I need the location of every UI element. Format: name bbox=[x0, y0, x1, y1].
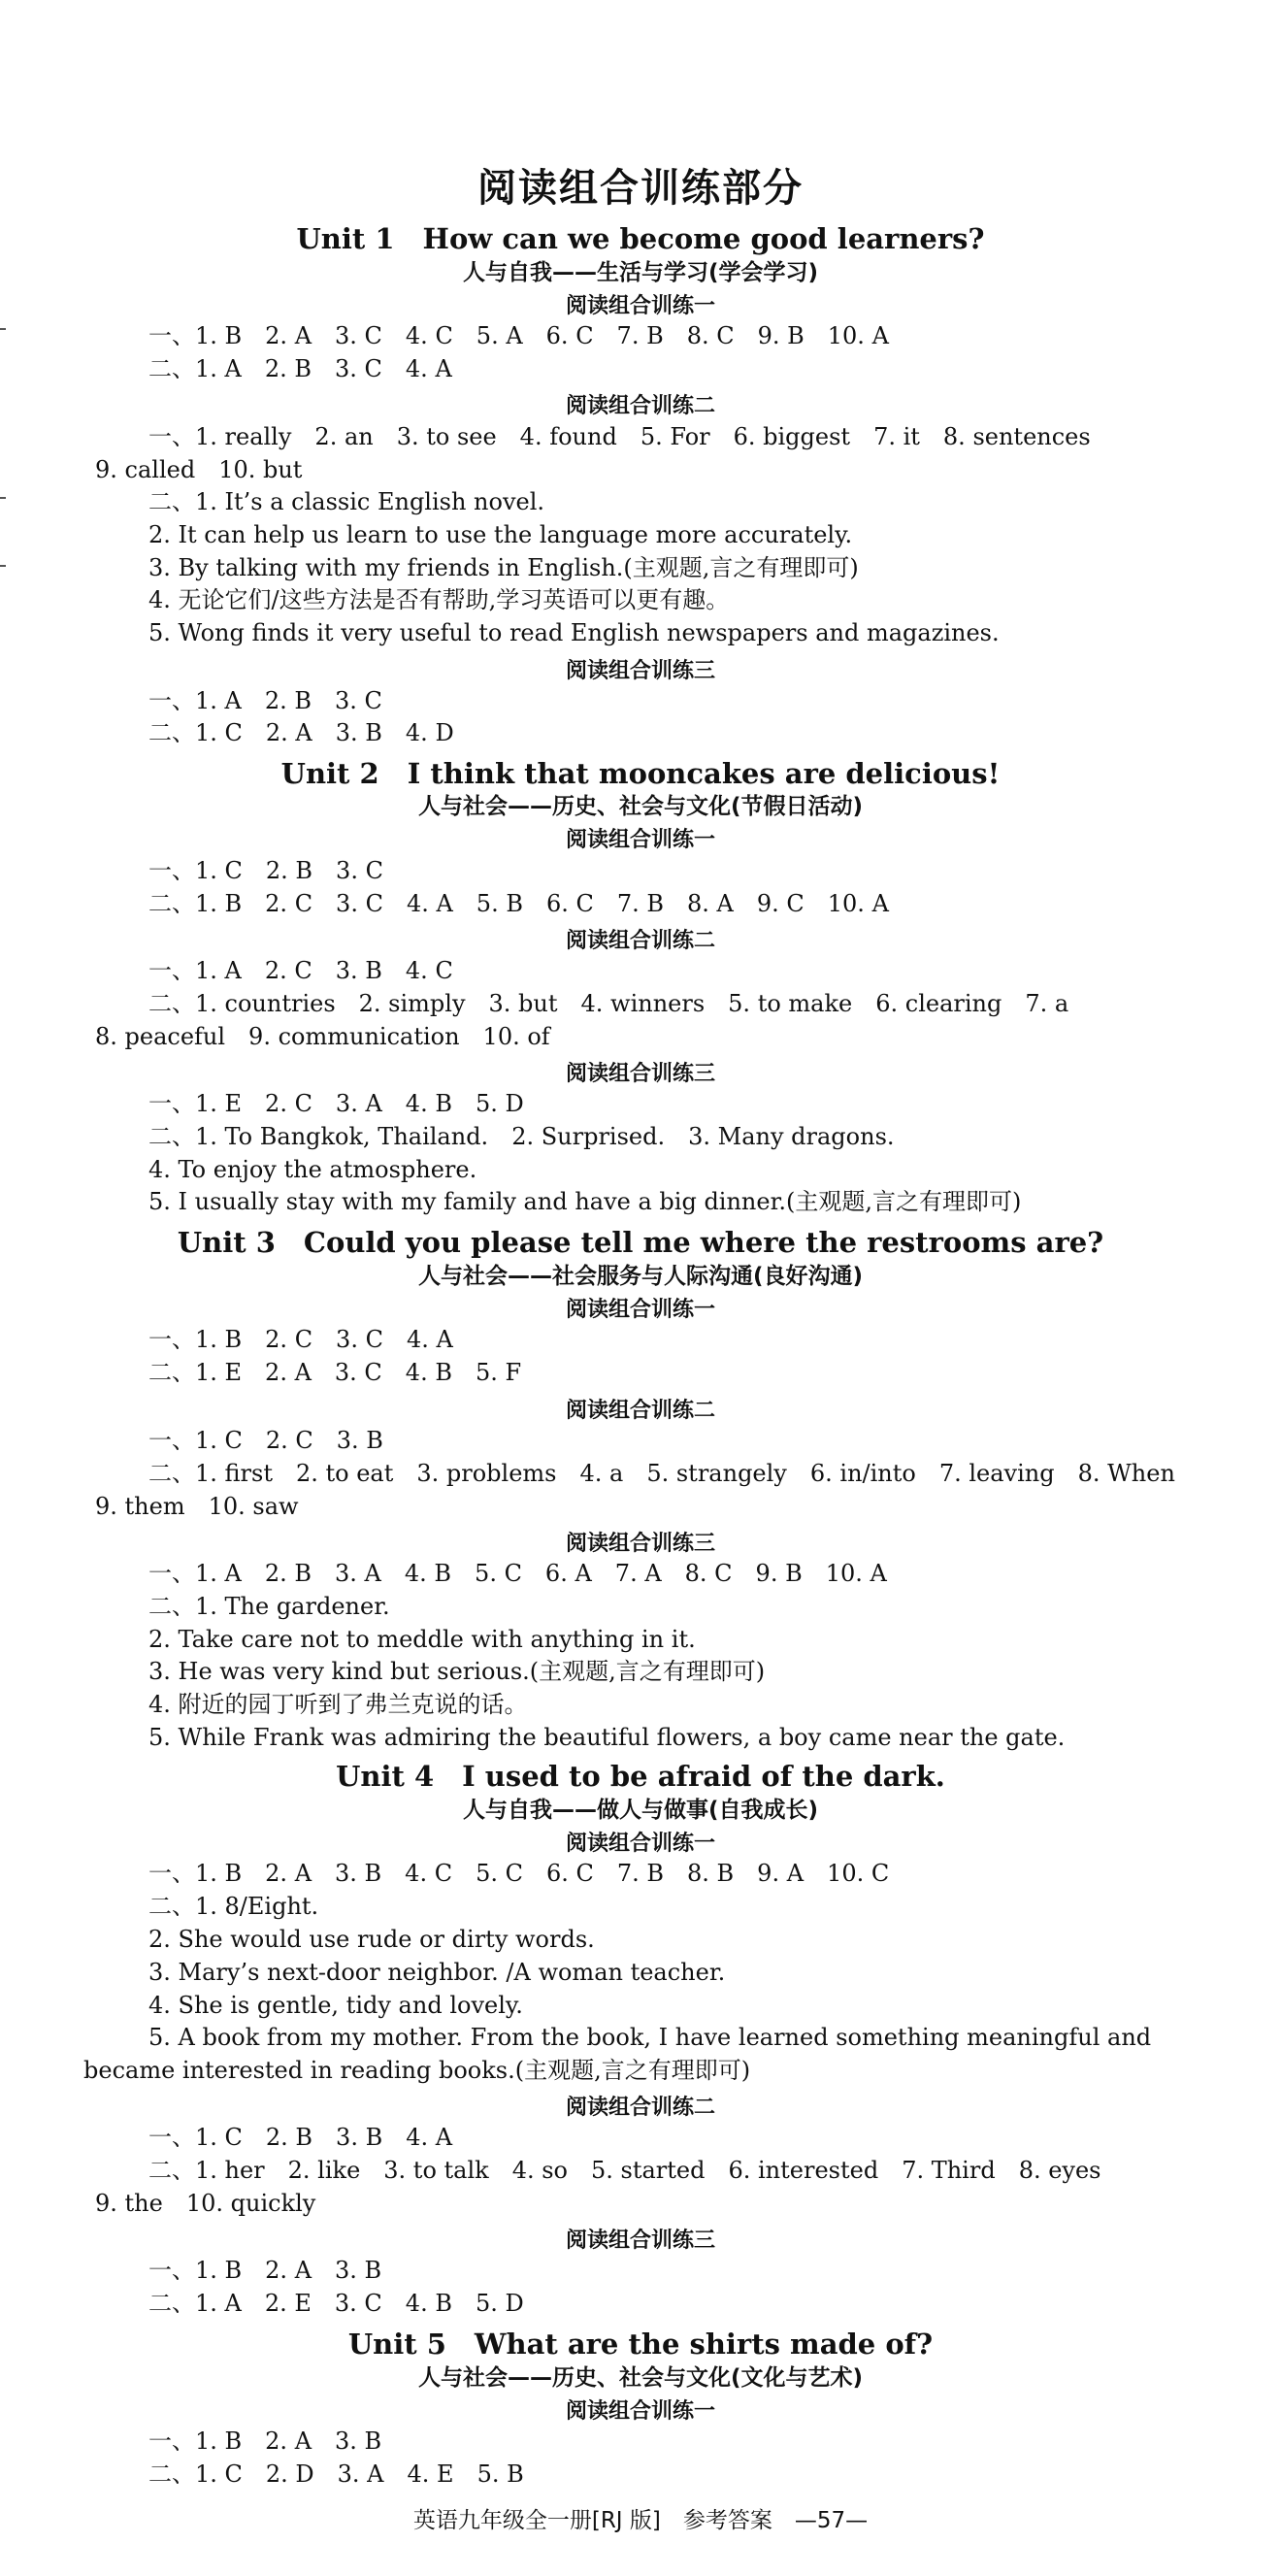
unit-theme: 人与社会——历史、社会与文化(文化与艺术) bbox=[417, 2365, 864, 2391]
section-heading: 阅读组合训练一 bbox=[565, 294, 715, 318]
answer-line: 4. She is gentle, tidy and lovely. bbox=[148, 1992, 523, 2019]
answer-line: 一、1. B 2. C 3. C 4. A bbox=[148, 1326, 453, 1353]
answer-line: 二、1. E 2. A 3. C 4. B 5. F bbox=[148, 1359, 522, 1386]
unit-theme: 人与自我——生活与学习(学会学习) bbox=[462, 260, 819, 285]
answer-line: 一、1. B 2. A 3. B bbox=[148, 2257, 382, 2284]
answer-line: 二、1. It’s a classic English novel. bbox=[148, 488, 545, 515]
answer-line: 一、1. E 2. C 3. A 4. B 5. D bbox=[148, 1090, 524, 1117]
section-heading: 阅读组合训练三 bbox=[565, 1062, 715, 1086]
answer-line: 二、1. countries 2. simply 3. but 4. winners 5. to make 6. clearing 7. a bbox=[148, 990, 1069, 1017]
section-heading: 阅读组合训练三 bbox=[565, 2229, 715, 2253]
answer-line: 2. It can help us learn to use the language more accurately. bbox=[148, 521, 853, 548]
answer-line: 一、1. B 2. A 3. C 4. C 5. A 6. C 7. B 8. C 9. B 10. A bbox=[148, 322, 889, 349]
answer-line: 4. 无论它们/这些方法是否有帮助,学习英语可以更有趣。 bbox=[148, 586, 730, 613]
answer-line: 4. 附近的园丁听到了弗兰克说的话。 bbox=[148, 1691, 528, 1718]
answer-line: 一、1. B 2. A 3. B bbox=[148, 2427, 382, 2455]
answer-line: 5. I usually stay with my family and have a big dinner.(主观题,言之有理即可) bbox=[148, 1188, 1022, 1215]
answer-line: 5. Wong finds it very useful to read English newspapers and magazines. bbox=[148, 619, 1000, 646]
page-title: 阅读组合训练部分 bbox=[477, 166, 804, 211]
section-heading: 阅读组合训练一 bbox=[565, 828, 715, 852]
answer-line: 4. To enjoy the atmosphere. bbox=[148, 1156, 477, 1183]
answer-line: 9. the 10. quickly bbox=[95, 2190, 316, 2217]
answer-line: 一、1. really 2. an 3. to see 4. found 5. For 6. biggest 7. it 8. sentences bbox=[148, 423, 1091, 450]
section-heading: 阅读组合训练二 bbox=[565, 2096, 715, 2120]
answer-line: 二、1. A 2. B 3. C 4. A bbox=[148, 355, 452, 382]
section-heading: 阅读组合训练三 bbox=[565, 659, 715, 683]
answer-line: 一、1. A 2. B 3. C bbox=[148, 687, 382, 714]
answer-line: 一、1. C 2. B 3. C bbox=[148, 857, 383, 884]
unit-title: Unit 3 Could you please tell me where the restrooms are? bbox=[177, 1226, 1104, 1259]
answer-line: 一、1. B 2. A 3. B 4. C 5. C 6. C 7. B 8. B 9. A 10. C bbox=[148, 1860, 890, 1887]
answer-line: 一、1. A 2. C 3. B 4. C bbox=[148, 957, 453, 984]
section-heading: 阅读组合训练一 bbox=[565, 2399, 715, 2424]
section-heading: 阅读组合训练二 bbox=[565, 1399, 715, 1423]
answer-line: 9. called 10. but bbox=[95, 456, 303, 483]
answer-line: 3. Mary’s next-door neighbor. /A woman teacher. bbox=[148, 1959, 726, 1986]
answer-line: became interested in reading books.(主观题,言之有理即可) bbox=[83, 2057, 751, 2084]
answer-line: 5. While Frank was admiring the beautiful flowers, a boy came near the gate. bbox=[148, 1724, 1066, 1751]
answer-line: 二、1. B 2. C 3. C 4. A 5. B 6. C 7. B 8. A 9. C 10. A bbox=[148, 890, 889, 917]
answer-line: 二、1. C 2. D 3. A 4. E 5. B bbox=[148, 2460, 524, 2488]
answer-line: 二、1. A 2. E 3. C 4. B 5. D bbox=[148, 2290, 524, 2317]
unit-title: Unit 4 I used to be afraid of the dark. bbox=[336, 1760, 945, 1793]
answer-line: 2. She would use rude or dirty words. bbox=[148, 1926, 595, 1953]
section-heading: 阅读组合训练二 bbox=[565, 929, 715, 953]
section-heading: 阅读组合训练三 bbox=[565, 1532, 715, 1556]
unit-theme: 人与自我——做人与做事(自我成长) bbox=[462, 1798, 819, 1823]
answer-line: 二、1. To Bangkok, Thailand. 2. Surprised. 3. Many dragons. bbox=[148, 1123, 895, 1150]
answer-line: 二、1. 8/Eight. bbox=[148, 1893, 319, 1920]
unit-title: Unit 1 How can we become good learners? bbox=[296, 222, 985, 255]
section-heading: 阅读组合训练一 bbox=[565, 1832, 715, 1856]
unit-title: Unit 2 I think that mooncakes are delicious! bbox=[280, 757, 1001, 790]
answer-line: 二、1. C 2. A 3. B 4. D bbox=[148, 719, 454, 746]
answer-line: 9. them 10. saw bbox=[95, 1493, 299, 1520]
answer-line: 3. He was very kind but serious.(主观题,言之有理即可) bbox=[148, 1658, 766, 1685]
answer-line: 2. Take care not to meddle with anything in it. bbox=[148, 1626, 696, 1653]
answer-line: 3. By talking with my friends in English.(主观题,言之有理即可) bbox=[148, 554, 859, 581]
answer-line: 一、1. C 2. B 3. B 4. A bbox=[148, 2124, 453, 2151]
answer-line: 5. A book from my mother. From the book, I have learned something meaningful and bbox=[148, 2024, 1152, 2051]
answer-line: 二、1. her 2. like 3. to talk 4. so 5. started 6. interested 7. Third 8. eyes bbox=[148, 2157, 1101, 2184]
unit-title: Unit 5 What are the shirts made of? bbox=[347, 2328, 934, 2361]
answer-line: 二、1. The gardener. bbox=[148, 1593, 390, 1620]
unit-theme: 人与社会——历史、社会与文化(节假日活动) bbox=[417, 794, 864, 819]
answer-line: 一、1. A 2. B 3. A 4. B 5. C 6. A 7. A 8. C 9. B 10. A bbox=[148, 1560, 887, 1587]
answer-line: 二、1. first 2. to eat 3. problems 4. a 5. strangely 6. in/into 7. leaving 8. When bbox=[148, 1460, 1175, 1487]
section-heading: 阅读组合训练一 bbox=[565, 1298, 715, 1322]
unit-theme: 人与社会——社会服务与人际沟通(良好沟通) bbox=[417, 1264, 864, 1289]
answer-line: 一、1. C 2. C 3. B bbox=[148, 1427, 383, 1454]
section-heading: 阅读组合训练二 bbox=[565, 394, 715, 418]
answer-line: 8. peaceful 9. communication 10. of bbox=[95, 1023, 550, 1050]
page-footer: 英语九年级全一册[RJ 版] 参考答案 —57— bbox=[412, 2508, 869, 2533]
